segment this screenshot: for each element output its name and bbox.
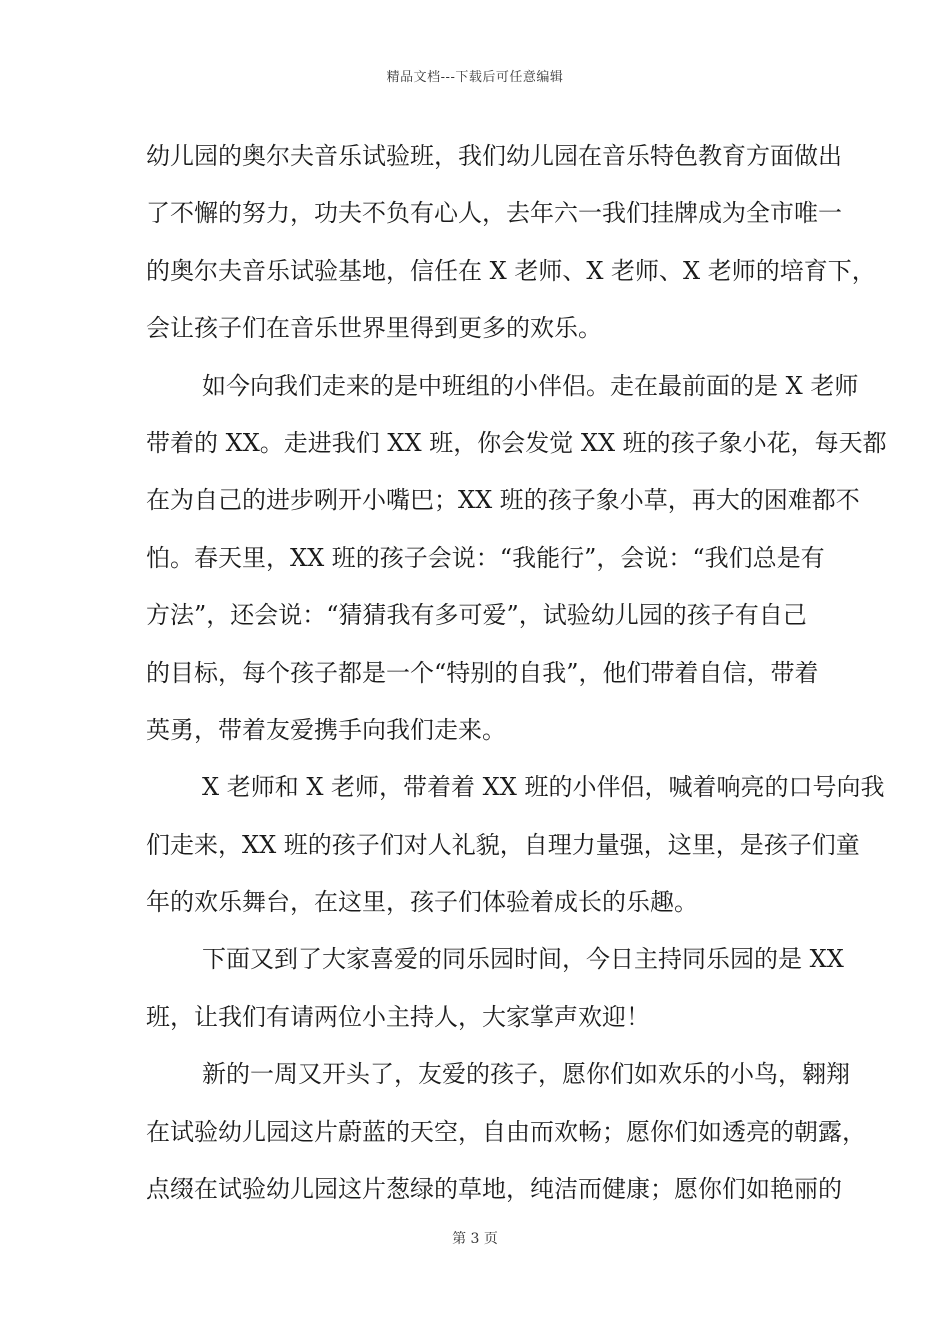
paragraph-5 <box>146 1046 866 1218</box>
paragraph-line: 在为自己的进步咧开小嘴巴；XX 班的孩子象小草，再大的困难都不 <box>146 486 860 515</box>
paragraph-line: 会让孩子们在音乐世界里得到更多的欢乐。 <box>146 314 602 343</box>
paragraph-2 <box>146 358 887 760</box>
paragraph-line: X 老师和 X 老师，带着着 XX 班的小伴侣，喊着响亮的口号向我 <box>202 773 885 802</box>
paragraph-line: 如今向我们走来的是中班组的小伴侣。走在最前面的是 X 老师 <box>202 371 859 400</box>
paragraph-line: 怕。春天里，XX 班的孩子会说：“我能行”，会说：“我们总是有 <box>146 543 825 572</box>
paragraph-line: 新的一周又开头了，友爱的孩子，愿你们如欢乐的小鸟，翱翔 <box>202 1060 850 1089</box>
paragraph-line: 的奥尔夫音乐试验基地，信任在 X 老师、X 老师、X 老师的培育下， <box>146 256 876 285</box>
paragraph-line: 幼儿园的奥尔夫音乐试验班，我们幼儿园在音乐特色教育方面做出 <box>146 142 842 170</box>
paragraph-line: 年的欢乐舞台，在这里，孩子们体验着成长的乐趣。 <box>146 888 698 917</box>
paragraph-3 <box>146 759 885 931</box>
page-number: 第 3 页 <box>452 1231 498 1247</box>
paragraph-line: 班，让我们有请两位小主持人，大家掌声欢迎！ <box>146 1002 650 1031</box>
paragraph-line: 下面又到了大家喜爱的同乐园时间，今日主持同乐园的是 XX <box>202 945 844 974</box>
paragraph-line: 的目标，每个孩子都是一个“特别的自我”，他们带着自信，带着 <box>146 658 819 687</box>
paragraph-line: 了不懈的努力，功夫不负有心人，去年六一我们挂牌成为全市唯一 <box>146 199 842 228</box>
paragraph-line: 在试验幼儿园这片蔚蓝的天空，自由而欢畅；愿你们如透亮的朝露， <box>146 1117 866 1146</box>
paragraph-line: 们走来，XX 班的孩子们对人礼貌，自理力量强，这里，是孩子们童 <box>146 830 860 859</box>
document-body <box>146 128 887 1218</box>
paragraph-line: 英勇，带着友爱携手向我们走来。 <box>146 715 506 744</box>
paragraph-line: 点缀在试验幼儿园这片葱绿的草地，纯洁而健康；愿你们如艳丽的 <box>146 1175 842 1204</box>
paragraph-line: 带着的 XX。走进我们 XX 班，你会发觉 XX 班的孩子象小花，每天都 <box>146 428 887 457</box>
paragraph-line: 方法”，还会说：“猜猜我有多可爱”，试验幼儿园的孩子有自己 <box>146 601 807 630</box>
paragraph-1 <box>146 128 876 358</box>
paragraph-4 <box>146 931 844 1046</box>
page-header: 精品文档---下载后可任意编辑 <box>386 70 564 85</box>
